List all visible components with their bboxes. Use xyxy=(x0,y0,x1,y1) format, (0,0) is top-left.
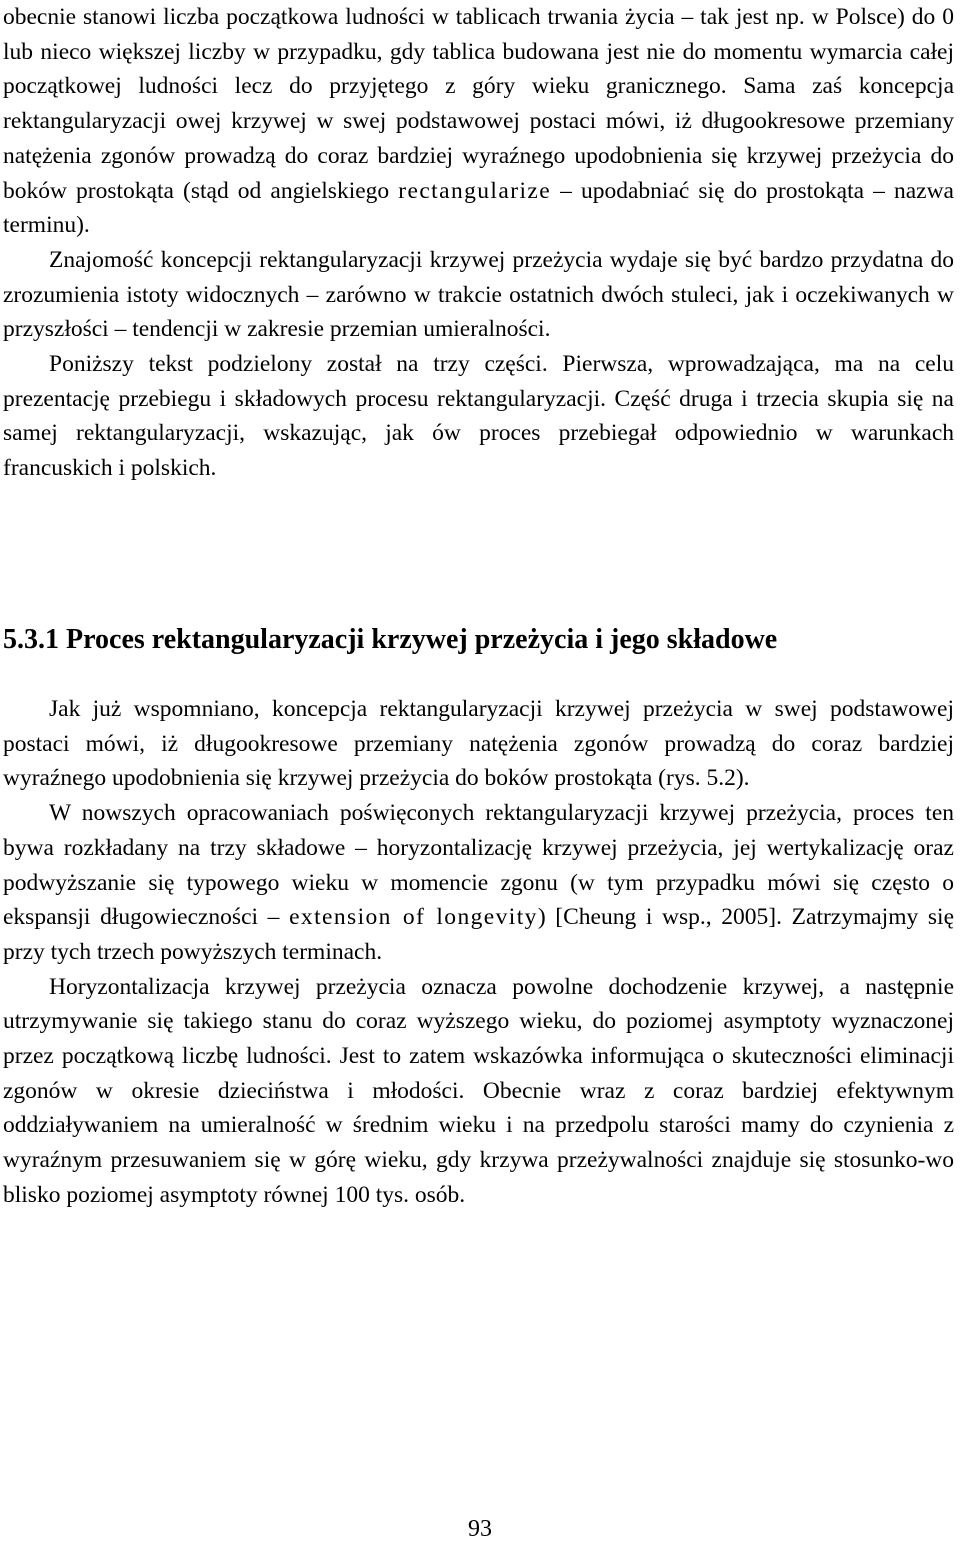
section-heading: 5.3.1 Proces rektangularyzacji krzywej przeżycia i jego składowe xyxy=(3,624,778,655)
intro-text-block xyxy=(3,0,954,486)
paragraph-continuation xyxy=(3,0,954,243)
paragraph-text-end: ) [Cheung i wsp., 2005]. Zatrzymajmy się przy tych trzech powyższych terminach. xyxy=(3,904,954,965)
paragraph-horizontalization: Horyzontalizacja krzywej przeżycia oznacza powolne dochodzenie krzywej, a następnie utrzymywanie się takiego stanu do coraz wyższego wieku, do poziomej asymptoty wyznaczonej przez początkową liczbę ludności. Jest to zatem wskazówka informująca o skuteczności eliminacji zgonów w okresie dzieciństwa i młodości. Obecnie wraz z coraz bardziej efektywnym oddziaływaniem na umieralność w średnim wieku i na przedpolu starości mamy do czynienia z wyraźnym przesuwaniem się w górę wieku, gdy krzywa przeżywalności znajduje się stosunko-wo blisko poziomej asymptoty równej 100 tys. osób. xyxy=(3,973,954,1208)
paragraph-rectangularization-usefulness: Znajomość koncepcji rektangularyzacji krzywej przeżycia wydaje się być bardzo przydatna do zrozumienia istoty widocznych – zarówno w trakcie ostatnich dwóch stuleci, jak i oczekiwanych w przyszłości – tendencji w zakresie przemian umieralności. xyxy=(3,246,954,343)
page-number: 93 xyxy=(468,1516,492,1542)
paragraph-text-structure: Poniższy tekst podzielony został na trzy części. Pierwsza, wprowadzająca, ma na celu prezentację przebiegu i składowych procesu rektangularyzacji. Część druga i trzecia skupia się na samej rektangularyzacji, wskazując, jak ów proces przebiegał odpowiednio w warunkach francuskich i polskich. xyxy=(3,351,954,482)
paragraph-text: W nowszych opracowaniach poświęconych rektangularyzacji krzywej przeżycia, proces ten bywa rozkładany na trzy składowe – horyzontalizację krzywej przeżycia, jej wertykalizację oraz podwyższanie się typowego wieku w momencie zgonu (w tym przypadku mówi się często o ekspansji długowieczności – xyxy=(3,800,954,931)
term-extension-of-longevity: extension of longevity xyxy=(289,904,538,931)
section-body-block xyxy=(3,692,954,1213)
paragraph-concept-recap: Jak już wspomniano, koncepcja rektangularyzacji krzywej przeżycia w swej podstawowej postaci mówi, iż długookresowe przemiany natężenia zgonów prowadzą do coraz bardziej wyraźnego upodobnienia się krzywej przeżycia do boków prostokąta (rys. 5.2). xyxy=(3,696,954,792)
paragraph-text-end: – upodabniać się do prostokąta – nazwa terminu). xyxy=(3,177,954,239)
paragraph-three-components xyxy=(3,796,954,970)
paragraph-text: obecnie stanowi liczba początkowa ludności w tablicach trwania życia – tak jest np. w Polsce) do 0 lub nieco większej liczby w przypadku, gdy tablica budowana jest nie do momentu wymarcia całej początkowej ludności lecz do przyjętego z góry wieku granicznego. Sama zaś koncepcja rektangularyzacji owej krzywej w swej podstawowej postaci mówi, iż długookresowe przemiany natężenia zgonów prowadzą do coraz bardziej wyraźnego upodobnienia się krzywej przeżycia do boków prostokąta (stąd od angielskiego xyxy=(3,4,954,204)
term-rectangularize: rectangularize xyxy=(398,177,552,204)
